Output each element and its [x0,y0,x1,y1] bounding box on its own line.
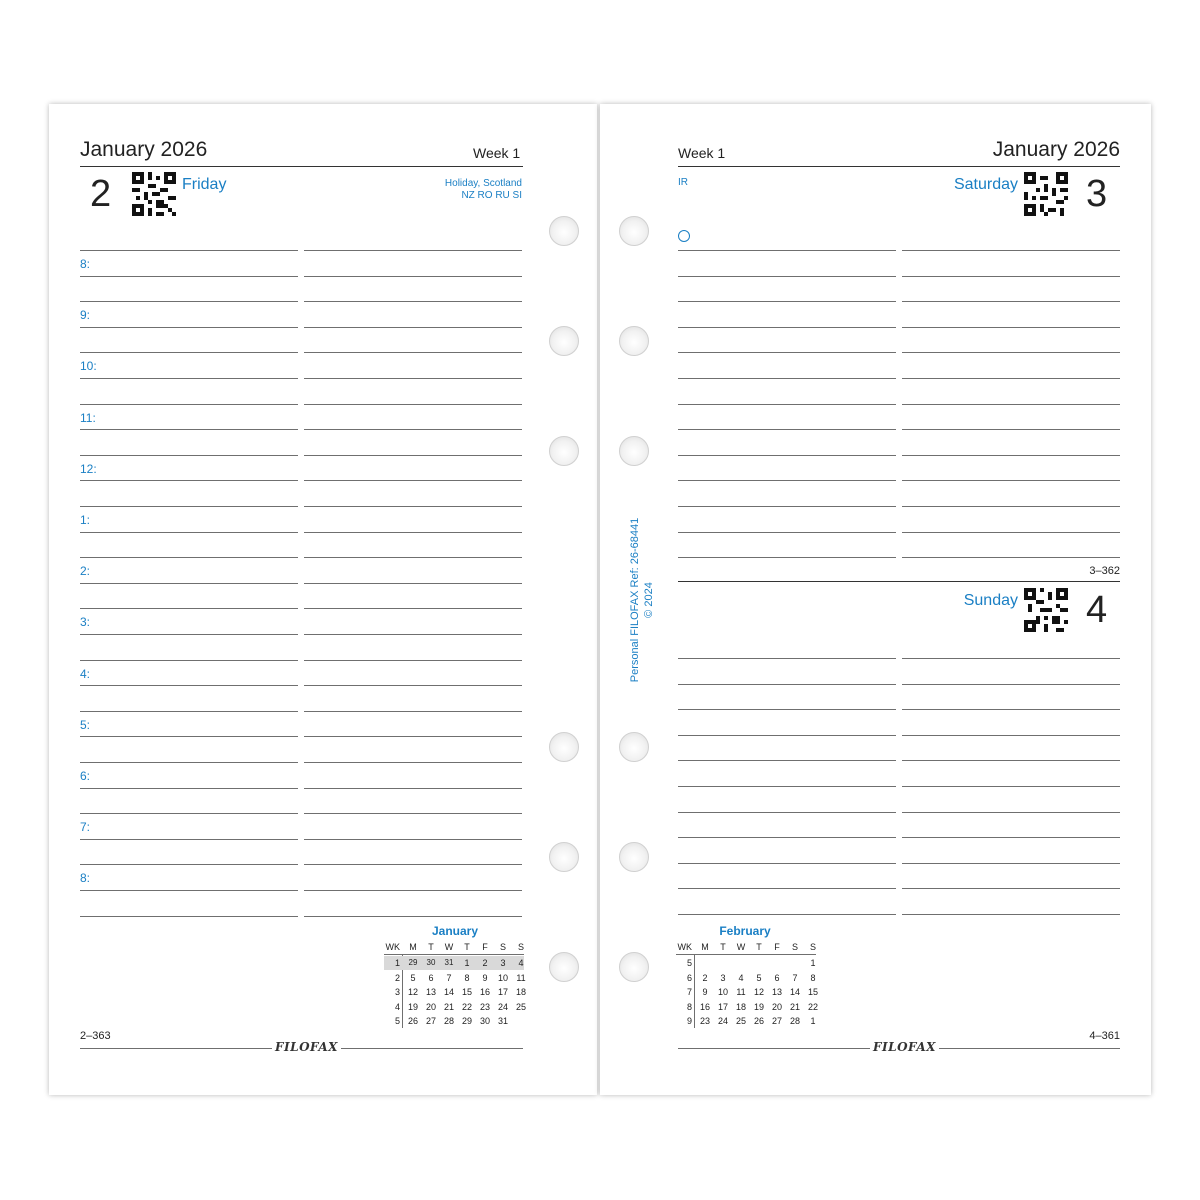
date-cell[interactable]: 28 [789,1016,800,1026]
writing-line [678,327,896,328]
holiday-line-2: NZ RO RU SI [461,190,522,201]
date-cell[interactable]: 24 [717,1016,728,1026]
date-cell[interactable]: 12 [753,987,764,997]
date-cell[interactable] [714,956,732,970]
week-number: 4 [394,1001,400,1012]
right-month-title: January 2026 [992,138,1120,161]
writing-line [80,455,298,456]
mini-calendar-header: WK [385,942,400,952]
writing-line [304,788,522,789]
date-cell[interactable]: 2 [482,958,488,968]
date-cell[interactable]: 7 [792,972,798,983]
week-number: 7 [686,987,692,997]
writing-line [304,455,522,456]
writing-line [678,888,896,889]
sunday-day-name: Sunday [963,592,1018,609]
binder-hole [549,842,579,872]
writing-line [902,506,1120,507]
date-cell[interactable]: 27 [771,1016,782,1026]
writing-line [902,429,1120,430]
binder-hole [549,216,579,246]
date-cell[interactable]: 23 [699,1016,710,1026]
right-week-label: Week 1 [678,145,726,161]
writing-line [80,378,298,379]
writing-line [678,532,896,533]
writing-line [678,480,896,481]
saturday-day-name: Saturday [953,176,1018,193]
date-cell[interactable]: 16 [479,987,490,997]
writing-line [902,658,1120,659]
binder-hole [549,326,579,356]
date-cell[interactable]: 6 [428,972,434,983]
writing-line [902,250,1120,251]
writing-line [902,276,1120,277]
writing-line [304,327,522,328]
mini-calendar-divider [694,954,695,1028]
hour-label: 10: [80,359,97,373]
date-cell[interactable]: 26 [753,1016,764,1026]
mini-calendar-rule [676,954,816,955]
mini-calendar-header: T [720,942,726,952]
sunday-day-number: 4 [1086,589,1108,631]
writing-line [678,250,896,251]
writing-line [678,684,896,685]
writing-line [678,709,896,710]
binder-hole [619,952,649,982]
writing-line [304,864,522,865]
date-cell[interactable]: 17 [717,1001,728,1012]
date-cell[interactable]: 30 [479,1016,490,1026]
mini-calendar-january [384,940,524,1030]
writing-line [902,837,1120,838]
writing-line [304,250,522,251]
writing-line [304,352,522,353]
hour-label: 2: [80,564,91,578]
writing-line [304,276,522,277]
date-cell[interactable] [512,1014,530,1028]
week-number: 3 [394,987,400,997]
binder-hole [549,436,579,466]
writing-line [304,660,522,661]
hour-label: 8: [80,871,91,885]
date-cell[interactable]: 16 [699,1001,710,1012]
writing-line [304,429,522,430]
date-cell[interactable]: 15 [461,987,472,997]
writing-line [304,506,522,507]
mini-calendar-header: S [499,942,506,952]
writing-line [80,404,298,405]
writing-line [80,250,298,251]
date-cell[interactable]: 3 [500,958,506,968]
date-cell[interactable]: 20 [425,1001,436,1012]
writing-line [902,709,1120,710]
week-number: 5 [394,1016,400,1026]
friday-day-name: Friday [182,176,227,193]
writing-line [304,378,522,379]
hour-label: 11: [80,411,96,425]
writing-line [304,711,522,712]
date-cell[interactable]: 19 [407,1001,418,1012]
writing-line [902,812,1120,813]
week-number: 5 [686,958,692,968]
filofax-logo-right: FILOFAX [870,1040,939,1054]
holiday-line-1: Holiday, Scotland [444,178,522,189]
saturday-page-number: 3–362 [1089,565,1120,577]
binder-hole [619,216,649,246]
date-cell[interactable]: 22 [807,1001,818,1012]
hour-label: 12: [80,462,97,476]
writing-line [902,404,1120,405]
date-cell[interactable]: 27 [425,1016,436,1026]
writing-line [80,711,298,712]
binder-hole [619,326,649,356]
date-cell[interactable]: 15 [807,987,818,997]
week-number: 1 [394,958,400,968]
writing-line [902,352,1120,353]
mini-calendar-header: T [756,942,762,952]
writing-line [678,352,896,353]
left-page-number: 2–363 [80,1030,111,1042]
writing-line [902,684,1120,685]
writing-line [80,916,298,917]
mini-calendar-header: S [517,942,524,952]
writing-line [902,557,1120,558]
date-cell[interactable]: 4 [738,972,744,983]
date-cell[interactable]: 11 [736,987,746,997]
binder-hole [549,732,579,762]
writing-line [902,480,1120,481]
binder-hole [619,842,649,872]
hour-label: 7: [80,820,91,834]
writing-line [80,352,298,353]
writing-line [902,301,1120,302]
date-cell[interactable]: 1 [810,958,816,968]
mini-calendar-header: WK [677,942,692,952]
writing-line [80,736,298,737]
date-cell[interactable]: 17 [497,987,508,997]
date-cell[interactable]: 10 [717,987,728,997]
writing-line [304,736,522,737]
date-cell[interactable] [768,956,786,970]
writing-line [902,786,1120,787]
date-cell[interactable]: 25 [515,1001,526,1012]
writing-line [80,839,298,840]
writing-line [902,760,1120,761]
mini-calendar-february [676,940,816,1030]
left-header-rule [80,166,523,167]
mini-calendar-february-title: February [719,924,771,938]
writing-line [678,506,896,507]
writing-line [304,634,522,635]
writing-line [80,557,298,558]
right-header-rule [678,166,1120,167]
hour-label: 3: [80,615,91,629]
qr-code-icon [1024,588,1068,632]
date-cell[interactable]: 29 [408,958,418,967]
date-cell[interactable]: 8 [810,972,816,983]
right-page-number: 4–361 [1089,1030,1120,1042]
date-cell[interactable] [732,956,750,970]
writing-line [80,608,298,609]
mini-calendar-header: S [809,942,816,952]
writing-line [80,480,298,481]
writing-line [902,735,1120,736]
writing-line [678,429,896,430]
mini-calendar-header: M [409,942,417,952]
writing-line [304,762,522,763]
date-cell[interactable]: 31 [444,958,454,967]
writing-line [304,839,522,840]
date-cell[interactable]: 18 [515,987,526,997]
date-cell[interactable]: 5 [410,972,416,983]
writing-line [80,813,298,814]
date-cell[interactable]: 14 [789,987,800,997]
binder-hole [619,436,649,466]
date-cell[interactable]: 24 [497,1001,508,1012]
week-number: 2 [394,972,400,983]
mini-calendar-header: F [482,942,488,952]
writing-line [80,685,298,686]
writing-line [80,583,298,584]
writing-line [678,812,896,813]
writing-line [902,914,1120,915]
date-cell[interactable] [786,956,804,970]
date-cell[interactable]: 8 [464,972,470,983]
writing-line [304,404,522,405]
writing-line [304,916,522,917]
writing-line [80,327,298,328]
writing-line [80,429,298,430]
writing-line [304,301,522,302]
writing-line [80,788,298,789]
date-cell[interactable]: 9 [702,987,708,997]
writing-line [678,863,896,864]
writing-line [80,634,298,635]
mini-calendar-rule [384,954,524,955]
date-cell[interactable]: 14 [443,987,454,997]
date-cell[interactable]: 21 [789,1001,800,1012]
writing-line [678,301,896,302]
writing-line [902,378,1120,379]
qr-code-icon [132,172,176,216]
mini-calendar-header: W [444,942,454,952]
writing-line [304,685,522,686]
writing-line [678,276,896,277]
writing-line [678,837,896,838]
date-cell[interactable]: 20 [771,1001,782,1012]
hour-label: 9: [80,308,91,322]
date-cell[interactable]: 21 [443,1001,454,1012]
ir-label: IR [678,177,688,188]
date-cell[interactable]: 6 [774,972,780,983]
week-number: 6 [686,972,692,983]
writing-line [902,888,1120,889]
hour-label: 4: [80,667,91,681]
holiday-note [445,178,522,202]
spine-line-2: © 2024 [643,582,655,618]
mini-calendar-january-title: January [431,924,479,938]
writing-line [80,890,298,891]
date-cell[interactable] [696,956,714,970]
hour-label: 8: [80,257,91,271]
hour-label: 1: [80,513,91,527]
writing-line [304,608,522,609]
writing-line [678,378,896,379]
date-cell[interactable]: 4 [518,958,524,968]
date-cell[interactable]: 18 [735,1001,746,1012]
writing-line [304,813,522,814]
writing-line [304,532,522,533]
writing-line [304,480,522,481]
date-cell[interactable]: 25 [735,1016,746,1026]
writing-line [80,506,298,507]
date-cell[interactable]: 13 [425,987,436,997]
writing-line [678,455,896,456]
qr-code-icon [1024,172,1068,216]
writing-line [902,327,1120,328]
mini-calendar-header: T [464,942,470,952]
writing-line [304,557,522,558]
day-divider [678,581,1120,582]
writing-line [80,762,298,763]
spine-line-1: Personal FILOFAX Ref: 26-68441 [629,517,641,683]
writing-line [902,455,1120,456]
writing-line [902,532,1120,533]
mini-calendar-header: M [701,942,709,952]
date-cell[interactable]: 26 [407,1016,418,1026]
week-number: 8 [686,1001,692,1012]
date-cell[interactable]: 12 [407,987,418,997]
date-cell[interactable]: 1 [810,1016,816,1026]
writing-line [678,735,896,736]
mini-calendar-header: T [428,942,434,952]
spine-reference [628,518,656,682]
moon-phase-icon [678,230,690,242]
date-cell[interactable]: 31 [497,1016,508,1026]
writing-line [80,864,298,865]
date-cell[interactable]: 10 [497,972,508,983]
left-month-title: January 2026 [80,138,208,161]
writing-line [304,583,522,584]
date-cell[interactable]: 5 [756,972,762,983]
writing-line [80,660,298,661]
writing-line [304,890,522,891]
writing-line [678,557,896,558]
mini-calendar-header: F [774,942,780,952]
binder-hole [549,952,579,982]
writing-line [678,786,896,787]
date-cell[interactable]: 11 [516,972,526,983]
date-cell[interactable]: 7 [446,972,452,983]
binder-hole [619,732,649,762]
writing-line [678,760,896,761]
date-cell[interactable]: 29 [461,1016,472,1026]
date-cell[interactable]: 19 [753,1001,764,1012]
date-cell[interactable]: 30 [426,958,436,967]
week-number: 9 [686,1016,692,1026]
hour-label: 6: [80,769,91,783]
date-cell[interactable] [750,956,768,970]
left-week-label: Week 1 [473,145,521,161]
mini-calendar-header: S [791,942,798,952]
writing-line [80,532,298,533]
friday-day-number: 2 [90,173,112,215]
date-cell[interactable]: 23 [479,1001,490,1012]
mini-calendar-header: W [736,942,746,952]
saturday-day-number: 3 [1086,173,1108,215]
writing-line [678,404,896,405]
writing-line [80,301,298,302]
date-cell[interactable]: 13 [771,987,782,997]
date-cell[interactable]: 28 [443,1016,454,1026]
writing-line [902,863,1120,864]
writing-line [678,658,896,659]
date-cell[interactable]: 22 [461,1001,472,1012]
date-cell[interactable]: 3 [720,972,726,983]
hour-label: 5: [80,718,91,732]
date-cell[interactable]: 9 [482,972,488,983]
writing-line [80,276,298,277]
filofax-logo-left: FILOFAX [272,1040,341,1054]
writing-line [678,914,896,915]
date-cell[interactable]: 1 [464,958,470,968]
date-cell[interactable]: 2 [702,972,708,983]
